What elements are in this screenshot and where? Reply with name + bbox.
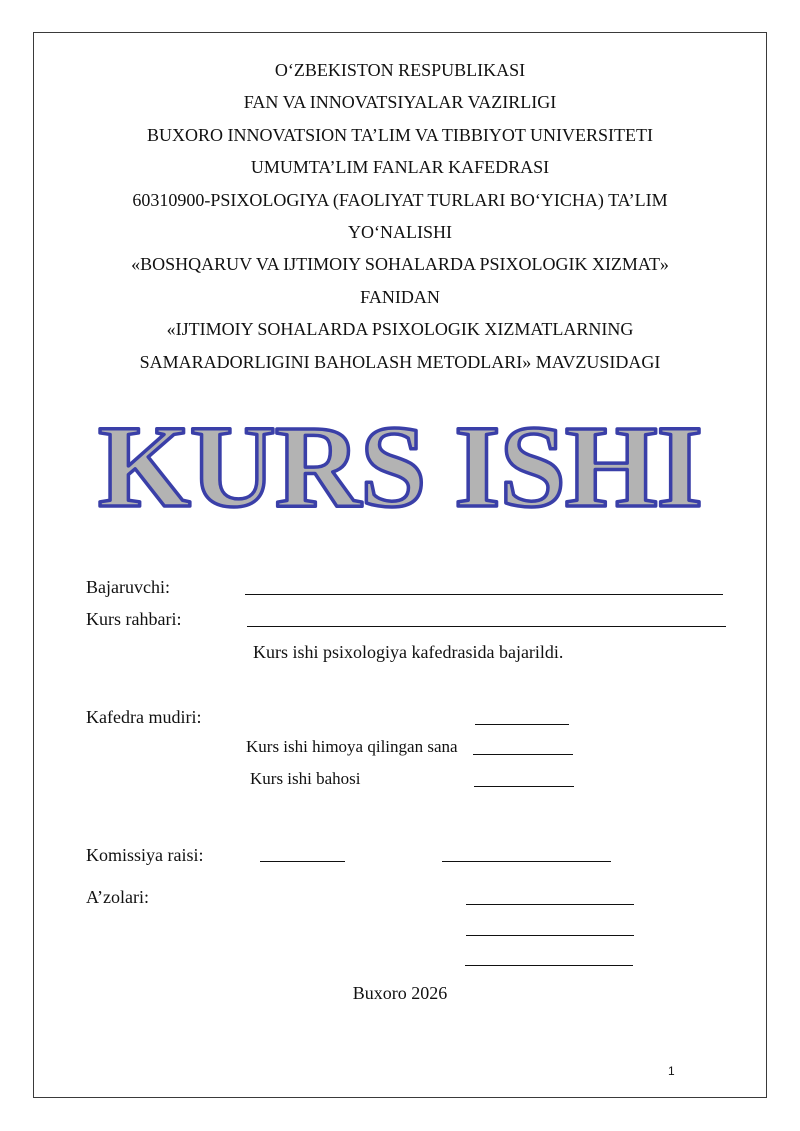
course-work-title-text: KURS ISHI [98, 401, 703, 525]
header-line-topic-cont: SAMARADORLIGINI BAHOLASH METODLARI» MAVZUSIDAGI [139, 351, 661, 372]
header-line-subject: «BOSHQARUV VA IJTIMOIY SOHALARDA PSIXOLOGIK XIZMAT» [131, 254, 669, 275]
grade-line [474, 786, 574, 787]
defense-date-label: Kurs ishi himoya qilingan sana [246, 737, 458, 756]
defense-date-line [473, 754, 573, 755]
member-line-1 [466, 904, 634, 905]
department-head-signature-line [475, 724, 569, 725]
header-line-subject-cont: FANIDAN [360, 286, 440, 307]
header-line-university: BUXORO INNOVATSION TA’LIM VA TIBBIYOT UNIVERSITETI [146, 124, 654, 145]
page-number: 1 [668, 1064, 675, 1078]
header-line-topic: «IJTIMOIY SOHALARDA PSIXOLOGIK XIZMATLARNING [166, 319, 634, 340]
commission-chair-name-line [442, 861, 611, 862]
executor-label: Bajaruvchi: [86, 577, 170, 597]
commission-chair-signature-line [260, 861, 345, 862]
member-line-2 [466, 935, 634, 936]
department-head-label: Kafedra mudiri: [86, 707, 202, 727]
course-work-title-art [80, 400, 720, 525]
member-line-3 [465, 965, 633, 966]
header-line-department: UMUMTA’LIM FANLAR KAFEDRASI [250, 157, 550, 178]
header-line-ministry: FAN VA INNOVATSIYALAR VAZIRLIGI [243, 92, 557, 113]
supervisor-label: Kurs rahbari: [86, 609, 182, 629]
members-label: A’zolari: [86, 887, 149, 907]
commission-chair-label: Komissiya raisi: [86, 845, 204, 865]
course-work-title [0, 400, 800, 525]
department-note: Kurs ishi psixologiya kafedrasida bajarildi. [253, 642, 564, 662]
supervisor-signature-line [247, 626, 726, 627]
document-header [0, 54, 800, 378]
city-year: Buxoro 2026 [352, 983, 448, 1003]
header-line-country: O‘ZBEKISTON RESPUBLIKASI [274, 60, 526, 80]
executor-signature-line [245, 594, 723, 595]
header-line-program: 60310900-PSIXOLOGIYA (FAOLIYAT TURLARI BO‘YICHA) TA’LIM [132, 189, 668, 210]
grade-label: Kurs ishi bahosi [250, 769, 361, 788]
header-line-program-cont: YO‘NALISHI [348, 222, 452, 243]
